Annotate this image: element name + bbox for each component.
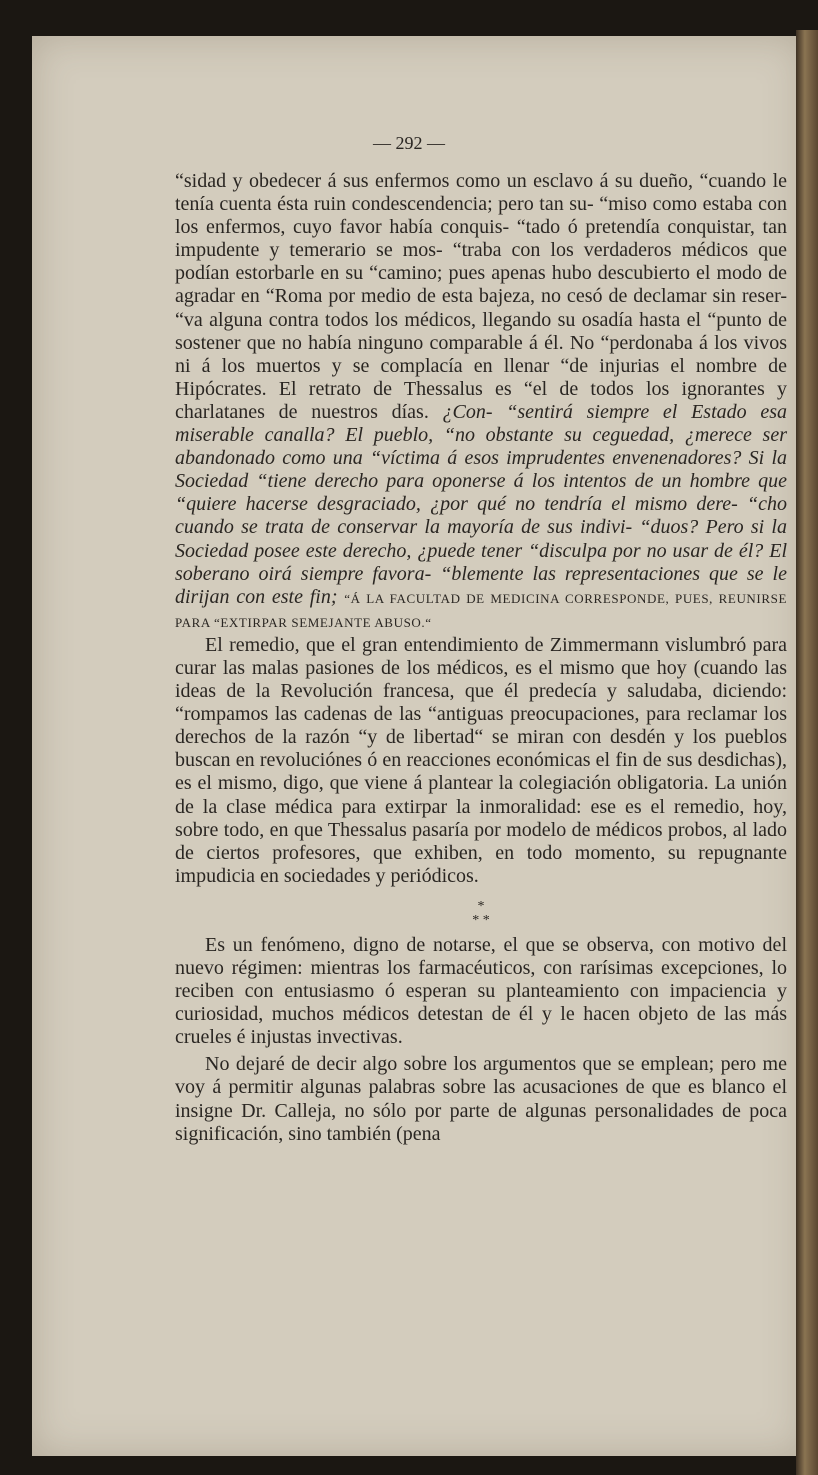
quote-italic-text: ¿Con- “sentirá siempre el Estado esa miserable canalla? El pueblo, “no obstante su ceguedad, ¿merece ser abandonado como una “víctima á esos imprudentes envenenadores? Si la Sociedad “tiene derecho para oponerse á los intentos de un hombre que “quiere hacerse desgraciado, ¿por qué no tendría el mismo dere- “cho cuando se trata de conservar la mayoría de sus indivi- “duos? Pero si la Sociedad posee este derecho, ¿puede tener “disculpa por no usar de él? El soberano oirá siempre favora- “blemente las representaciones que se le dirijan con este fin; bbox=[175, 400, 787, 608]
paragraph-remedio: El remedio, que el gran entendimiento de Zimmermann vislumbró para curar las malas pasiones de los médicos, es el mismo que hoy (cuando las ideas de la Revolución francesa, que él predecía y saludaba, diciendo: “rompamos las cadenas de las “antiguas preocupaciones, para reclamar los derechos de la razón “y de libertad“ se miran con desdén y los pueblos buscan en revoluciónes ó en reacciones económicas el fin de sus desdichas), es el mismo, digo, que viene á plantear la colegiación obligatoria. La unión de la clase médica para extirpar la inmoralidad: ese es el remedio, hoy, sobre todo, en que Thessalus pasaría por modelo de médicos probos, al lado de ciertos profesores, que exhiben, en todo momento, su repugnante impudicia en sociedades y periódicos. bbox=[175, 633, 787, 887]
section-separator: * * * bbox=[472, 898, 490, 928]
quote-small-caps-text: “Á LA FACULTAD DE MEDICINA CORRESPONDE, PUES, REUNIRSE PARA “EXTIRPAR SEMEJANTE ABUSO.“ bbox=[175, 590, 787, 630]
paragraph-no-dejare: No dejaré de decir algo sobre los argumentos que se emplean; pero me voy á permitir algunas palabras sobre las acusaciones de que es blanco el insigne Dr. Calleja, no sólo por parte de algunas personalidades de poca significación, sino también (pena bbox=[175, 1053, 787, 1145]
paragraph-fenomeno: Es un fenómeno, digno de notarse, el que se observa, con motivo del nuevo régimen: mientras los farmacéuticos, con rarísimas excepciones, lo reciben con entusiasmo ó esperan su planteamiento con impaciencia y curiosidad, muchos médicos detestan de él y le hacen objeto de las más crueles é injustas invectivas. bbox=[175, 933, 787, 1049]
book-edge bbox=[796, 30, 818, 1475]
quote-paragraph bbox=[175, 170, 787, 634]
quote-plain-text: “sidad y obedecer á sus enfermos como un esclavo á su dueño, “cuando le tenía cuenta ésta ruin condescendencia; pero tan su- “miso como estaba con los enfermos, cuyo favor había conquis- “tado ó pretendía conquistar, tan impudente y temerario se mos- “traba con los verdaderos médicos que podían estorbarle en su “camino; pues apenas hubo descubierto el modo de agradar en “Roma por medio de esta bajeza, no cesó de declamar sin reser- “va alguna contra todos los médicos, llegando su osadía hasta el “punto de sostener que no había ninguno comparable á él. No “perdonaba á los vivos ni á los muertos y se complacía en llenar “de injurias el nombre de Hipócrates. El retrato de Thessalus es “el de todos los ignorantes y charlatanes de nuestros días. bbox=[175, 170, 787, 423]
page-number: — 292 — bbox=[373, 133, 445, 153]
page-body bbox=[175, 170, 787, 1146]
